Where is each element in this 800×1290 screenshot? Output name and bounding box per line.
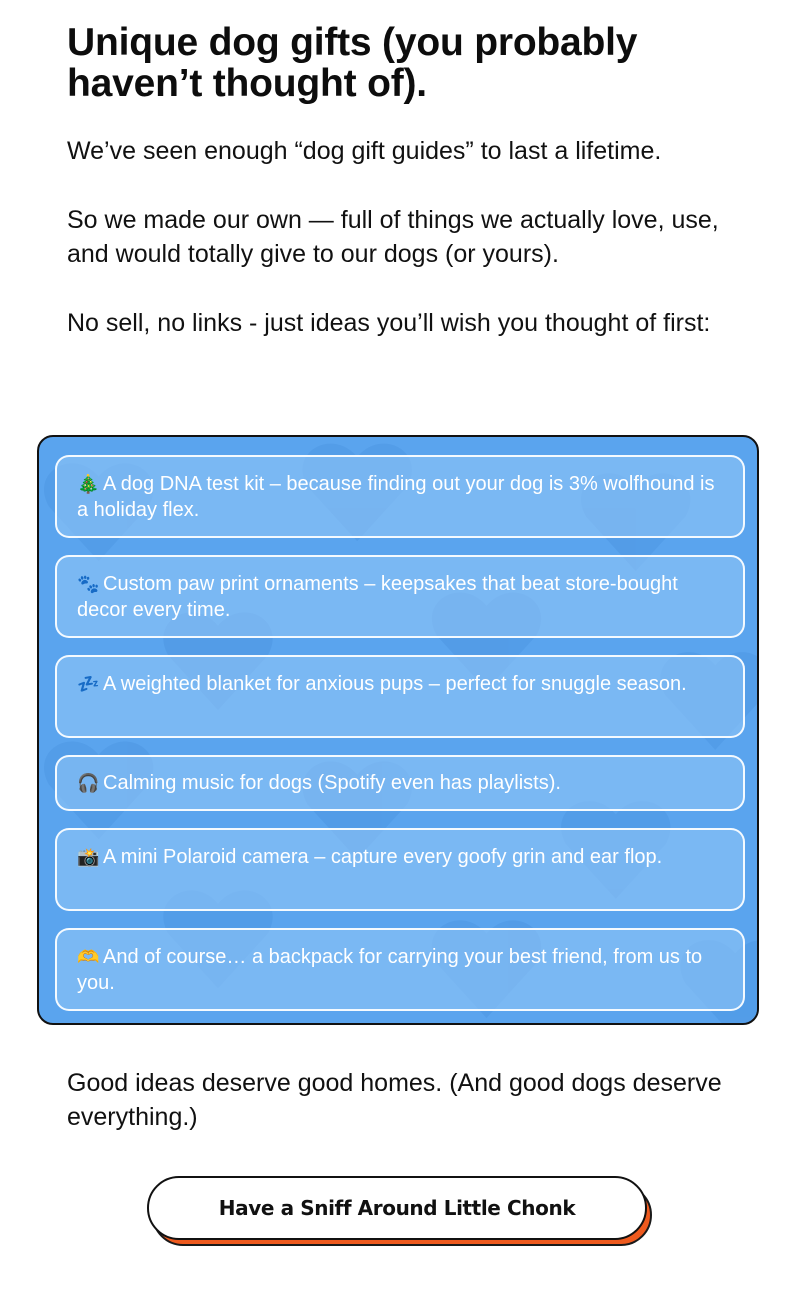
intro-paragraph-1: We’ve seen enough “dog gift guides” to last a lifetime. — [67, 137, 662, 165]
hands-hug-icon: 🫶 — [77, 947, 100, 967]
gift-item-polaroid-camera — [55, 828, 745, 911]
intro-paragraph-2: So we made our own — full of things we actually love, use, and would totally give to our dogs (or yours). — [67, 206, 719, 268]
gift-item-text: Calming music for dogs (Spotify even has playlists). — [103, 772, 561, 794]
gift-list — [55, 455, 745, 1025]
gift-item-text: A mini Polaroid camera – capture every goofy grin and ear flop. — [103, 846, 663, 868]
sleeping-zzz-icon: 💤 — [77, 674, 100, 694]
headphones-icon: 🎧 — [77, 773, 100, 793]
gift-item-text: A dog DNA test kit – because finding out your dog is 3% wolfhound is a holiday flex. — [77, 473, 715, 521]
intro-paragraph-3: No sell, no links - just ideas you’ll wish you thought of first: — [67, 309, 711, 337]
gift-item-dna-kit — [55, 455, 745, 538]
paw-prints-icon: 🐾 — [77, 574, 100, 594]
gift-item-text: A weighted blanket for anxious pups – perfect for snuggle season. — [103, 673, 687, 695]
intro-section — [67, 22, 747, 340]
closing-paragraph: Good ideas deserve good homes. (And good dogs deserve everything.) — [67, 1069, 722, 1131]
page-title: Unique dog gifts (you probably haven’t thought of). — [67, 21, 638, 105]
christmas-tree-icon: 🎄 — [77, 474, 100, 494]
gift-item-text: Custom paw print ornaments – keepsakes that beat store-bought decor every time. — [77, 573, 678, 621]
gift-item-weighted-blanket — [55, 655, 745, 738]
gift-item-backpack — [55, 928, 745, 1011]
camera-flash-icon: 📸 — [77, 847, 100, 867]
gift-ideas-panel — [37, 435, 759, 1025]
gift-item-paw-ornaments — [55, 555, 745, 638]
shop-cta-button[interactable]: Have a Sniff Around Little Chonk — [147, 1176, 647, 1240]
gift-item-text: And of course… a backpack for carrying your best friend, from us to you. — [77, 946, 703, 994]
gift-item-calming-music — [55, 755, 745, 811]
